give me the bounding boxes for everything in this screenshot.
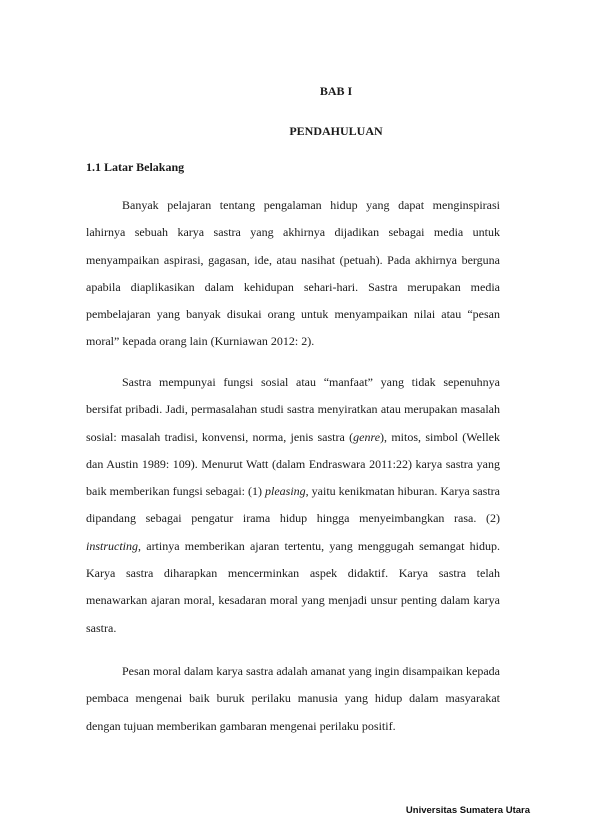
paragraph-2-italic-genre: genre — [353, 429, 381, 444]
paragraph-2-text-1: Sastra mempunyai fungsi sosial atau “manfaat” yang tidak sepenuhnya bersifat pribadi. Jadi, permasalahan studi sastra menyiratkan atau merupakan masalah sosial: masalah tradisi, konvensi, norma, jenis sastra ( — [86, 375, 500, 444]
section-heading: 1.1 Latar Belakang — [86, 160, 185, 174]
paragraph-2-text-2: ), mitos, simbol (Wellek dan Austin 1989: 109). Menurut Watt (dalam Endraswara 2011:22) karya sastra yang baik memberikan fungsi sebagai: (1) — [86, 429, 500, 499]
paragraph-2-text-3: , yaitu kenikmatan hiburan. Karya sastra dipandang sebagai pengatur irama hidup hingga menyeimbangkan rasa. (2) — [86, 484, 500, 526]
paragraph-2-italic-pleasing: pleasing — [265, 484, 306, 499]
paragraph-2-text-4: , artinya memberikan ajaran tertentu, yang menggugah semangat hidup. Karya sastra diharapkan mencerminkan aspek didaktif. Karya sastra telah menawarkan ajaran moral, kesadaran moral yang menjadi unsur penting dalam karya sastra. — [86, 538, 500, 635]
chapter-title: PENDAHULUAN — [289, 124, 383, 138]
paragraph-3-text: Pesan moral dalam karya sastra adalah amanat yang ingin disampaikan kepada pembaca mengenai baik buruk perilaku manusia yang hidup dalam masyarakat dengan tujuan memberikan gambaran mengenai perilaku positif. — [86, 664, 500, 733]
paragraph-1 — [86, 192, 500, 356]
paragraph-1-text: Banyak pelajaran tentang pengalaman hidup yang dapat menginspirasi lahirnya sebuah karya sastra yang akhirnya dijadikan sebagai media untuk menyampaikan aspirasi, gagasan, ide, atau nasihat (petuah). Pada akhirnya berguna apabila diaplikasikan dalam kehidupan sehari-hari. Sastra merupakan media pembelajaran yang banyak disukai orang untuk menyampaikan nilai atau “pesan moral” kepada orang lain (Kurniawan 2012: 2). — [86, 198, 500, 349]
paragraph-3 — [86, 658, 500, 740]
footer-institution: Universitas Sumatera Utara — [405, 805, 530, 816]
paragraph-2-italic-instructing: instructing — [86, 538, 139, 553]
paragraph-2 — [86, 369, 500, 642]
chapter-number: BAB I — [319, 84, 353, 98]
